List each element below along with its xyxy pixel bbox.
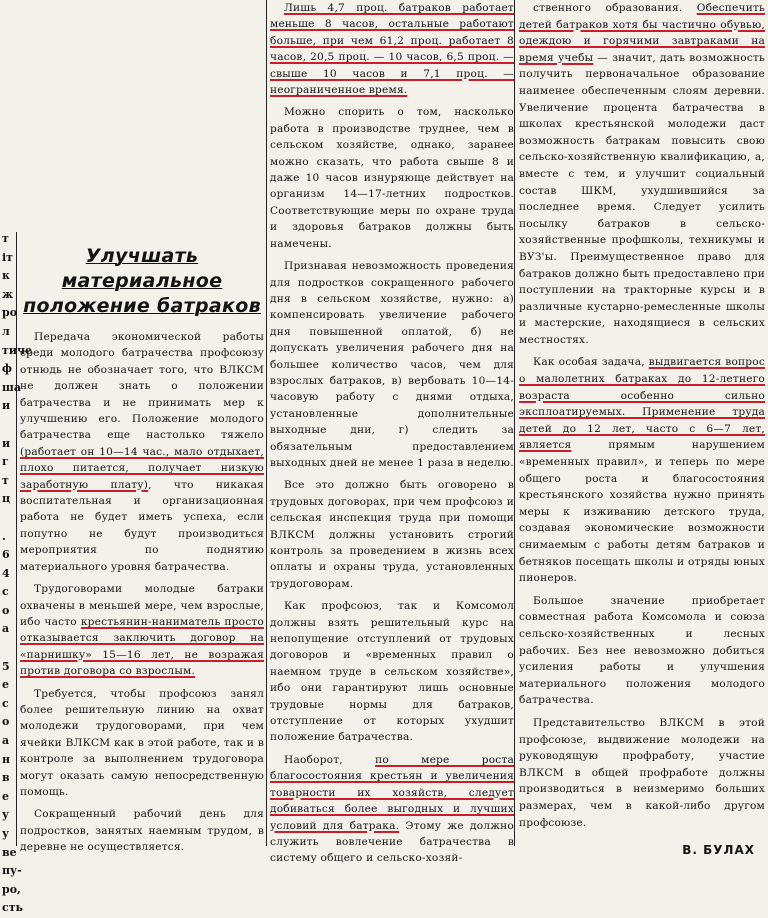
- article-paragraph: [519, 0, 765, 354]
- article-paragraph: [270, 0, 514, 104]
- article-column-2: [270, 0, 514, 873]
- fragment-line: ве: [2, 845, 17, 859]
- fragment-line: г: [2, 455, 9, 469]
- highlighted-passage: по мере роста благосостояния крестьян и увеличения товарности их хозяйств, следует добиваться более выгодных и лучших условий для батрака.: [270, 753, 514, 832]
- article-paragraph: [20, 686, 264, 807]
- left-edge-fragment: [0, 230, 33, 915]
- fragment-line: в: [2, 771, 10, 785]
- fragment-line: .: [2, 529, 6, 543]
- fragment-line: іт: [2, 250, 13, 264]
- column-3-body: [519, 0, 765, 837]
- paragraph-text: прямым нарушением «временных правил», и теперь по мере общего роста и благосостояния крестьянского хозяйства нужно принять меры к изживанию детского труда, создавая экономические возможности снимаемым с работы детям батраков и бетняков посещать школы и отряды юных пионеров.: [519, 439, 765, 585]
- fragment-line: ро,: [2, 882, 21, 896]
- fragment-line: пу-: [2, 864, 22, 878]
- author-signature: В. БУЛАХ: [682, 843, 755, 858]
- article-paragraph: [20, 806, 264, 861]
- article-paragraph: [270, 258, 514, 477]
- highlighted-passage: Обеспечить детей батраков хотя бы частично обувью, одеждою и горячими завтраками на время учебы: [519, 2, 765, 64]
- fragment-line: е: [2, 678, 9, 692]
- paragraph-text: Требуется, чтобы профсоюз занял более решительную линию на охват молодежи трудоговорами, при чем ячейки ВЛКСМ как в этой работе, так и в контроле за выполнением трудоговора могут оказать самую непосредственную помощь.: [20, 687, 264, 798]
- paragraph-text: Трудоговорами молодые батраки охвачены в меньшей мере, чем взрослые, ибо часто: [20, 583, 264, 628]
- fragment-line: ф: [2, 362, 12, 376]
- fragment-line: [2, 509, 20, 528]
- fragment-line: ша: [2, 380, 21, 394]
- fragment-line: [2, 639, 20, 658]
- fragment-line: 4: [2, 566, 10, 580]
- paragraph-text: , что никакая воспитательная и организационная работа не будет иметь успеха, если попутно не будут производиться мероприятия по поднятию материального уровня батрачества.: [20, 478, 264, 573]
- column-2-body: [270, 0, 514, 873]
- fragment-line: к: [2, 269, 10, 283]
- fragment-line: о: [2, 715, 10, 729]
- fragment-line: и: [2, 436, 11, 450]
- fragment-line: тиче: [2, 343, 33, 357]
- article-paragraph: [270, 598, 514, 752]
- paragraph-text: Наоборот,: [284, 753, 376, 766]
- paragraph-text: Этому же должно служить вовлечение батрачества в систему общего и сельско-хозяй-: [270, 819, 514, 865]
- fragment-line: о: [2, 603, 10, 617]
- paragraph-text: — значит, дать возможность получить первоначальное образование наименее обеспеченным слоям деревни. Увеличение процента батрачества в школах крестьянской молодежи даст возможность батракам повысить свою сельско-хозяйственную квалификацию, а, вместе с тем, и улучшит социальный состав ШКМ, ухудшившийся за последнее время. Следует усилить посылку батраков в сельско-хозяйственные профшколы, техникумы и ВУЗ'ы. Преимущественное право для батраков должно быть предоставлено при поступлении на тракторные курсы и в различные кустарно-ремесленные школы и мастерские, находящиеся в сельских местностях.: [519, 51, 765, 346]
- fragment-line: с: [2, 585, 9, 599]
- paragraph-text: Сокращенный рабочий день для подростков, занятых наемным трудом, в деревне не осуществляется.: [20, 808, 264, 854]
- fragment-line: ц: [2, 492, 11, 506]
- article-paragraph: [270, 104, 514, 258]
- fragment-line: ж: [2, 287, 14, 301]
- paragraph-text: Передача экономической работы среди молодого батрачества профсоюзу отнюдь не обозначает того, что ВЛКСМ не должен знать о положении батрачества и не принимать мер к улучшению его. Положение молодого батрачества еще настолько тяжело: [20, 331, 264, 442]
- highlighted-passage: выдвигается вопрос о малолетних батраках до 12-летнего возраста особенно сильно эксплоатируемых. Применение труда детей до 12 лет, часто с 6—7 лет, является: [519, 356, 765, 452]
- paragraph-text: Большое значение приобретает совместная работа Комсомола и союза сельско-хозяйственных и лесных рабочих. Без нее невозможно добиться усиления работы и улучшения материального положения молодого батрачества.: [519, 594, 765, 707]
- fragment-line: 6: [2, 548, 10, 562]
- fragment-line: с: [2, 696, 9, 710]
- highlighted-passage: Лишь 4,7 проц. батраков работает меньше 8 часов, остальные работают больше, при чем 61,2 проц. работает 8 часов, 20,5 проц. — 10 часов, 6,5 проц. — свыше 10 часов и 7,1 проц. — неограниченное время.: [270, 2, 514, 97]
- paragraph-text: Все это должно быть оговорено в трудовых договорах, при чем профсоюз и сельская инспекция труда при помощи ВЛКСМ должны установить строгий контроль за проведением в жизнь всех оплаты и охраны труда, установленных трудоговорам.: [270, 479, 514, 590]
- fragment-line: и: [2, 399, 11, 413]
- fragment-line: сть: [2, 901, 23, 915]
- fragment-line: а: [2, 622, 10, 636]
- article-paragraph: [20, 329, 264, 581]
- paragraph-text: Как профсоюз, так и Комсомол должны взять решительный курс на непопущение отступлений от трудовых договоров и «временных правил о наемном труде в сельском хозяйстве», ибо они гарантируют лишь основные трудовые нормы для батраков, отступление от которых ухудшит положение батрачества.: [270, 600, 514, 744]
- paragraph-text: Как особая задача,: [533, 356, 649, 369]
- fragment-line: 5: [2, 659, 10, 673]
- highlighted-passage: (работает он 10—14 час., мало отдыхает, плохо питается, получает низкую заработную плату): [20, 445, 264, 491]
- article-paragraph: [270, 752, 514, 873]
- paragraph-text: Можно спорить о том, насколько работа в производстве труднее, чем в сельском хозяйстве, однако, заранее можно сказать, что работа свыше 8 и даже 10 часов изнуряюще действует на организм 14—17-летних подростков. Соответствующие меры по охране труда и здоровья батраков должны быть намечены.: [270, 106, 514, 250]
- fragment-line: у: [2, 827, 10, 840]
- fragment-lines: [0, 230, 33, 918]
- article-paragraph: [519, 593, 765, 715]
- column-rule-middle: [266, 0, 267, 846]
- fragment-line: а: [2, 734, 10, 748]
- fragment-line: л: [2, 324, 10, 338]
- column-1-body: [20, 329, 264, 862]
- paragraph-text: Признавая невозможность проведения для подростков сокращенного рабочего дня в сельском хозяйстве, нужно: а) компенсировать увеличение рабочего дня повышенной оплатой, б) не допускать увеличения рабочего дня на большее количество часов, чем для взрослых батраков, в) вербовать 10—14-часовую работу с днями отдыха, установленные дополнительные выходные дни, г) следить за обязательным предоставлением выходных дней не менее 1 раза в неделю.: [270, 260, 514, 469]
- article-column-1: [20, 240, 264, 862]
- fragment-line: [2, 416, 20, 435]
- article-paragraph: [519, 354, 765, 592]
- fragment-line: ро: [2, 306, 18, 320]
- paragraph-text: Представительство ВЛКСМ в этой профсоюзе, выдвижение молодежи на руководящую профработу, участие ВЛКСМ в общей профработе должны производиться в неизмеримо больших размерах, чем в какой-либо другом профсоюзе.: [519, 716, 765, 829]
- article-paragraph: [270, 477, 514, 598]
- article-headline: Улучшать материальное положение батраков: [23, 245, 261, 317]
- fragment-line: н: [2, 752, 11, 766]
- article-paragraph: [20, 581, 264, 685]
- fragment-line: т: [2, 473, 9, 487]
- article-paragraph: [519, 715, 765, 837]
- article-column-3: [519, 0, 765, 857]
- highlighted-passage: крестьянин-наниматель просто отказывается заключить договор на «парнишку» 15—16 лет, не возражая против договора со взрослым.: [20, 615, 264, 678]
- fragment-line: у: [2, 808, 10, 822]
- paragraph-text: ственного образования.: [533, 2, 697, 14]
- fragment-line: т: [2, 232, 9, 245]
- column-rule-right: [514, 0, 515, 846]
- fragment-line: е: [2, 789, 9, 803]
